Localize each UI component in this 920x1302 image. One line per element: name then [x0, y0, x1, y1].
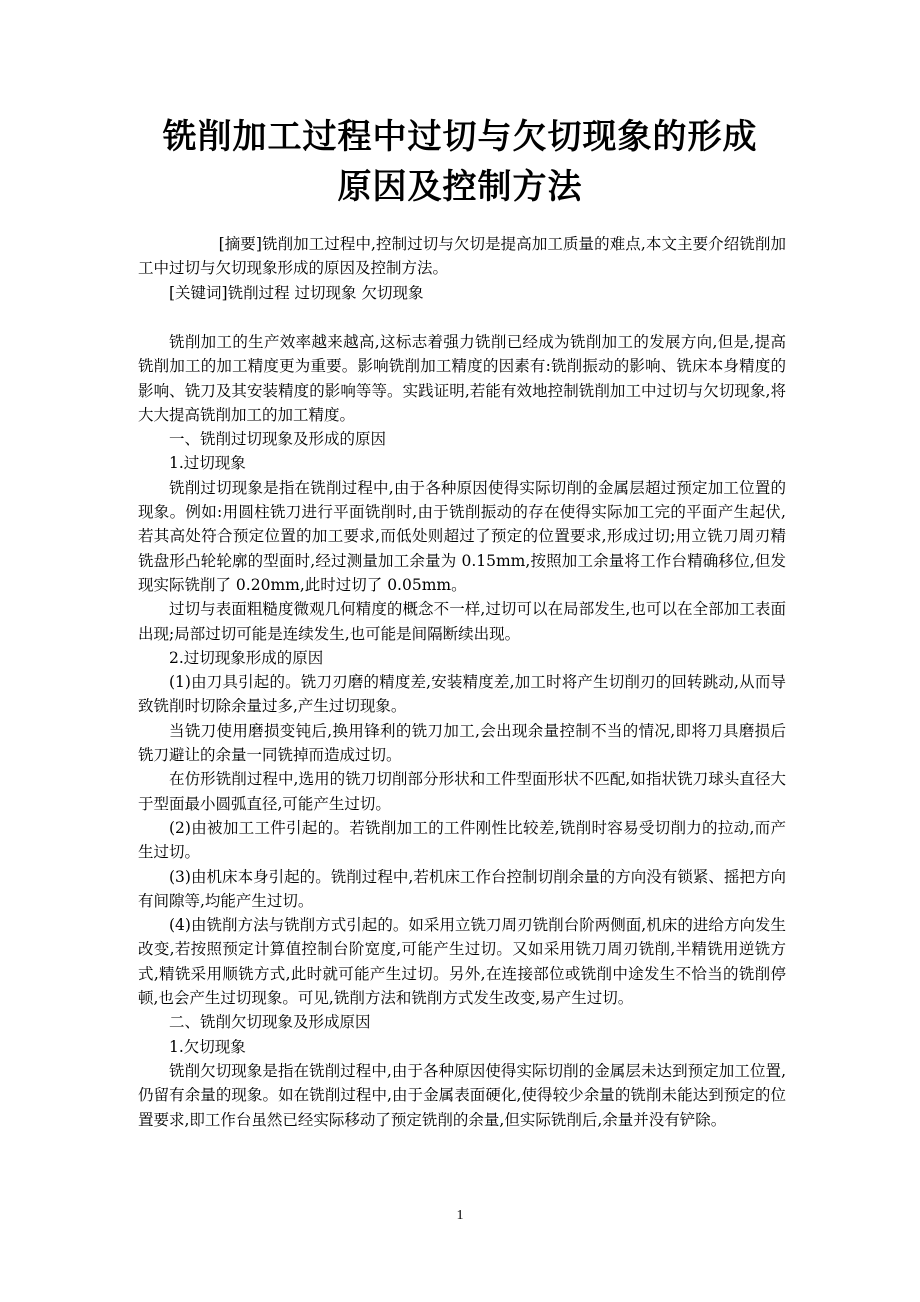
keywords-text: [关键词]铣削过程 过切现象 欠切现象 [169, 283, 424, 302]
subsection-heading-1-2: 2.过切现象形成的原因 [169, 648, 324, 667]
section-heading-2: 二、铣削欠切现象及形成原因 [169, 1013, 371, 1032]
paragraph-overcut-vs-roughness: 过切与表面粗糙度微观几何精度的概念不一样,过切可以在局部发生,也可以在全部加工表面出现;局部过切可能是连续发生,也可能是间隔断续出现。 [138, 600, 786, 643]
paragraph-undercut-definition: 铣削欠切现象是指在铣削过程中,由于各种原因使得实际切削的金属层未达到预定加工位置,仍留有余量的现象。如在铣削过程中,由于金属表面硬化,使得较少余量的铣削未能达到预定的位置要求,即工作台虽然已经实际移动了预定铣削的余量,但实际铣削后,余量并没有铲除。 [138, 1061, 786, 1129]
abstract-section [138, 232, 786, 305]
paragraph-cause-workpiece: (2)由被加工工件引起的。若铣削加工的工件刚性比较差,铣削时容易受切削力的拉动,而产生过切。 [138, 818, 786, 862]
paragraph-intro: 铣削加工的生产效率越来越高,这标志着强力铣削已经成为铣削加工的发展方向,但是,提高铣削加工的加工精度更为重要。影响铣削加工精度的因素有:铣削振动的影响、铣床本身精度的影响、铣刀及其安装精度的影响等等。实践证明,若能有效地控制铣削加工中过切与欠切现象,将大大提高铣削加工的加工精度。 [138, 333, 786, 424]
paragraph-cause-tool-wear: 当铣刀使用磨损变钝后,换用锋利的铣刀加工,会出现余量控制不当的情况,即将刀具磨损后铣刀避让的余量一同铣掉而造成过切。 [138, 721, 786, 765]
paragraph-cause-method: (4)由铣削方法与铣削方式引起的。如采用立铣刀周刃铣削台阶两侧面,机床的进给方向发生改变,若按照预定计算值控制台阶宽度,可能产生过切。又如采用铣刀周刃铣削,半精铣用逆铣方式,精铣采用顺铣方式,此时就可能产生过切。另外,在连接部位或铣削中途发生不恰当的铣削停顿,也会产生过切现象。可见,铣削方法和铣削方式发生改变,易产生过切。 [138, 916, 786, 1008]
section-heading-1: 一、铣削过切现象及形成的原因 [169, 430, 387, 449]
subsection-heading-1-1: 1.过切现象 [169, 454, 246, 473]
paragraph-cause-machine: (3)由机床本身引起的。铣削过程中,若机床工作台控制切削余量的方向没有锁紧、摇把方向有间隙等,均能产生过切。 [138, 867, 786, 910]
subsection-heading-2-1: 1.欠切现象 [169, 1037, 246, 1056]
abstract-text: [摘要]铣削加工过程中,控制过切与欠切是提高加工质量的难点,本文主要介绍铣削加工中过切与欠切现象形成的原因及控制方法。 [138, 235, 786, 278]
page-title-line-2: 原因及控制方法 [337, 167, 583, 207]
paragraph-cause-profile: 在仿形铣削过程中,选用的铣刀切削部分形状和工件型面形状不匹配,如指状铣刀球头直径大于型面最小圆弧直径,可能产生过切。 [138, 770, 786, 813]
paragraph-cause-tool: (1)由刀具引起的。铣刀刃磨的精度差,安装精度差,加工时将产生切削刃的回转跳动,从而导致铣削时切除余量过多,产生过切现象。 [138, 673, 786, 716]
page-title-line-1: 铣削加工过程中过切与欠切现象的形成 [162, 117, 758, 157]
body-text [138, 330, 786, 1132]
page-number: 1 [456, 1208, 464, 1223]
paragraph-overcut-definition: 铣削过切现象是指在铣削过程中,由于各种原因使得实际切削的金属层超过预定加工位置的现象。例如:用圆柱铣刀进行平面铣削时,由于铣削振动的存在使得实际加工完的平面产生起伏,若其高处符合预定位置的加工要求,而低处则超过了预定的位置要求,形成过切;用立铣刀周刃精铣盘形凸轮轮廓的型面时,经过测量加工余量为 0.15mm,按照加工余量将工作台精确移位,但发现实际铣削了 0.20mm,此时过切了 0.05mm。 [138, 478, 786, 594]
